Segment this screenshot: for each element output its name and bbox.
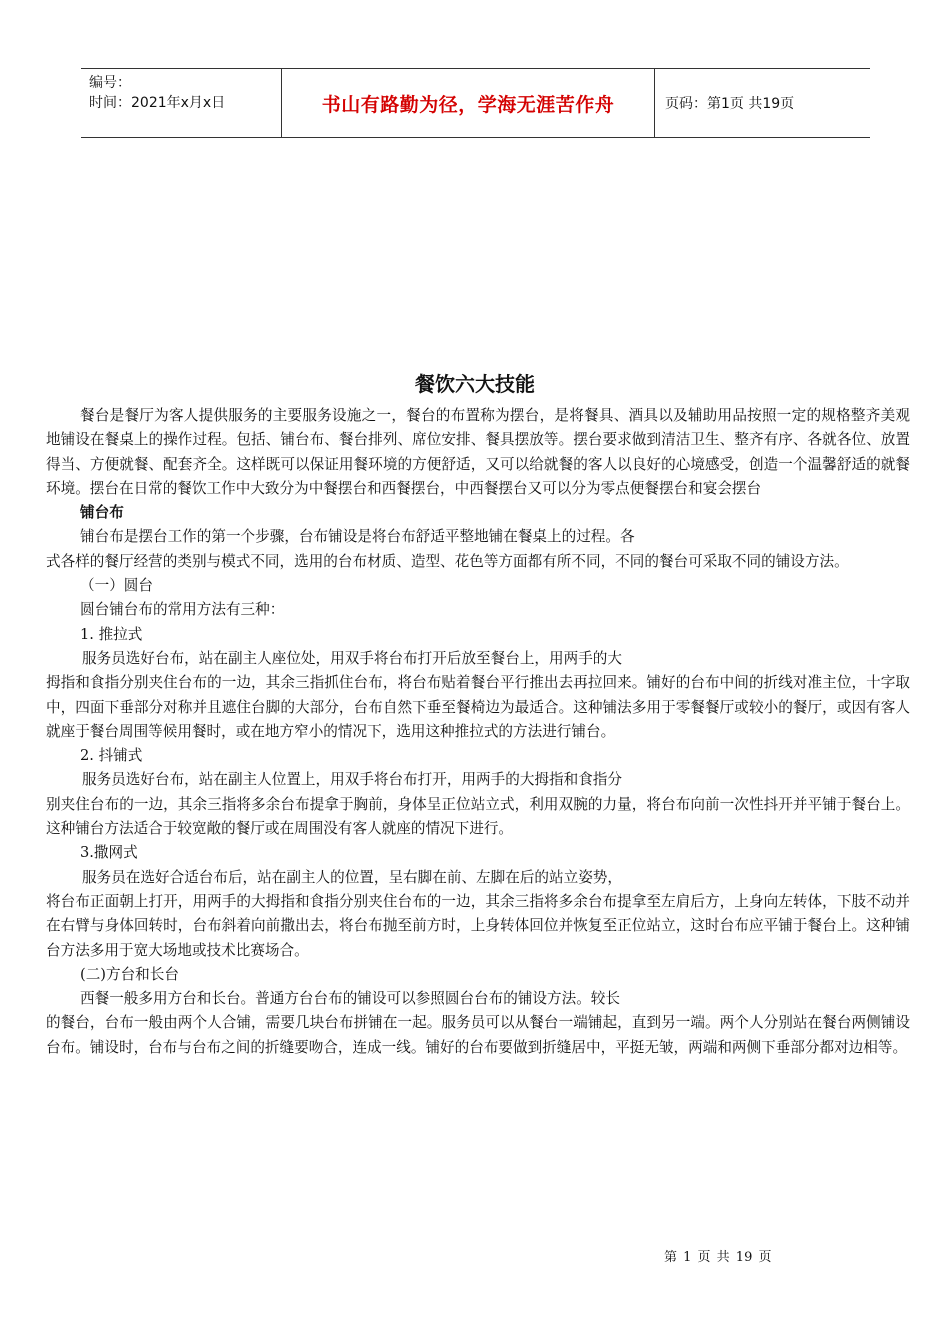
tablecloth-line-1: 铺台布是摆台工作的第一个步骤，台布铺设是将台布舒适平整地铺在餐桌上的过程。各	[80, 528, 635, 546]
document-title: 餐饮六大技能	[415, 372, 535, 396]
square-paragraph: 的餐台，台布一般由两个人合铺，需要几块台布拼铺在一起。服务员可以从餐台一端铺起，直到另一端。两个人分别站在餐台两侧铺设台布。铺设时，台布与台布之间的折缝要吻合，连成一线。铺好的台布要做到折缝居中，平挺无皱，两端和两侧下垂部分都对边相等。	[46, 1014, 910, 1056]
header-table	[81, 68, 870, 138]
tablecloth-paragraph: 式各样的餐厅经营的类别与模式不同，选用的台布材质、造型、花色等方面都有所不同，不同的餐台可采取不同的铺设方法。	[46, 552, 849, 570]
subsection-heading-square: (二)方台和长台	[80, 965, 179, 983]
method-1-line-1: 服务员选好台布，站在副主人座位处，用双手将台布打开后放至餐台上，用两手的大	[82, 649, 622, 667]
section-heading-tablecloth: 铺台布	[80, 504, 124, 522]
header-page-info: 页码：第1页 共19页	[665, 96, 795, 112]
method-3-title: 3.撒网式	[80, 844, 138, 862]
round-intro: 圆台铺台布的常用方法有三种：	[80, 601, 285, 619]
header-motto: 书山有路勤为径，学海无涯苦作舟	[282, 69, 655, 137]
method-1-paragraph: 拇指和食指分别夹住台布的一边，其余三指抓住台布，将台布贴着餐台平行推出去再拉回来。铺好的台布中间的折线对准主位，十字取中，四面下垂部分对称并且遮住台脚的大部分，台布自然下垂至餐椅边为最适合。这种铺法多用于零餐餐厅或较小的餐厅，或因有客人就座于餐台周围等候用餐时，或在地方窄小的情况下，选用这种推拉式的方法进行铺台。	[46, 674, 910, 740]
header-meta-cell	[81, 69, 282, 137]
square-line-1: 西餐一般多用方台和长台。普通方台台布的铺设可以参照圆台台布的铺设方法。较长	[80, 990, 620, 1008]
document-date: 时间：2021年x月x日	[89, 95, 226, 111]
method-2-paragraph: 别夹住台布的一边，其余三指将多余台布提拿于胸前，身体呈正位站立式，利用双腕的力量，将台布向前一次性抖开并平铺于餐台上。这种铺台方法适合于较宽敞的餐厅或在周围没有客人就座的情况下进行。	[46, 795, 910, 838]
document-body	[46, 404, 910, 1060]
intro-paragraph: 餐台是餐厅为客人提供服务的主要服务设施之一，餐台的布置称为摆台，是将餐具、酒具以及辅助用品按照一定的规格整齐美观地铺设在餐桌上的操作过程。包括、铺台布、餐台排列、席位安排、餐具摆放等。摆台要求做到清洁卫生、整齐有序、各就各位、放置得当、方便就餐、配套齐全。这样既可以保证用餐环境的方便舒适，又可以给就餐的客人以良好的心境感受，创造一个温馨舒适的就餐环境。摆台在日常的餐饮工作中大致分为中餐摆台和西餐摆台，中西餐摆台又可以分为零点便餐摆台和宴会摆台	[46, 407, 910, 497]
method-2-title: 2. 抖铺式	[80, 747, 143, 765]
method-2-line-1: 服务员选好台布，站在副主人位置上，用双手将台布打开，用两手的大拇指和食指分	[82, 771, 622, 789]
method-3-line-1: 服务员在选好合适台布后，站在副主人的位置，呈右脚在前、左脚在后的站立姿势，	[82, 868, 622, 886]
method-1-title: 1. 推拉式	[80, 625, 143, 643]
document-number-label: 编号：	[89, 75, 131, 91]
page-footer: 第 1 页 共 19 页	[664, 1250, 772, 1265]
subsection-heading-round: （一）圆台	[80, 577, 153, 595]
method-3-paragraph: 将台布正面朝上打开，用两手的大拇指和食指分别夹住台布的一边，其余三指将多余台布提拿至左肩后方，上身向左转体，下肢不动并在右臂与身体回转时，台布斜着向前撒出去，将台布抛至前方时，上身转体回位并恢复至正位站立，这时台布应平铺于餐台上。这种铺台方法多用于宽大场地或技术比赛场合。	[46, 892, 910, 959]
